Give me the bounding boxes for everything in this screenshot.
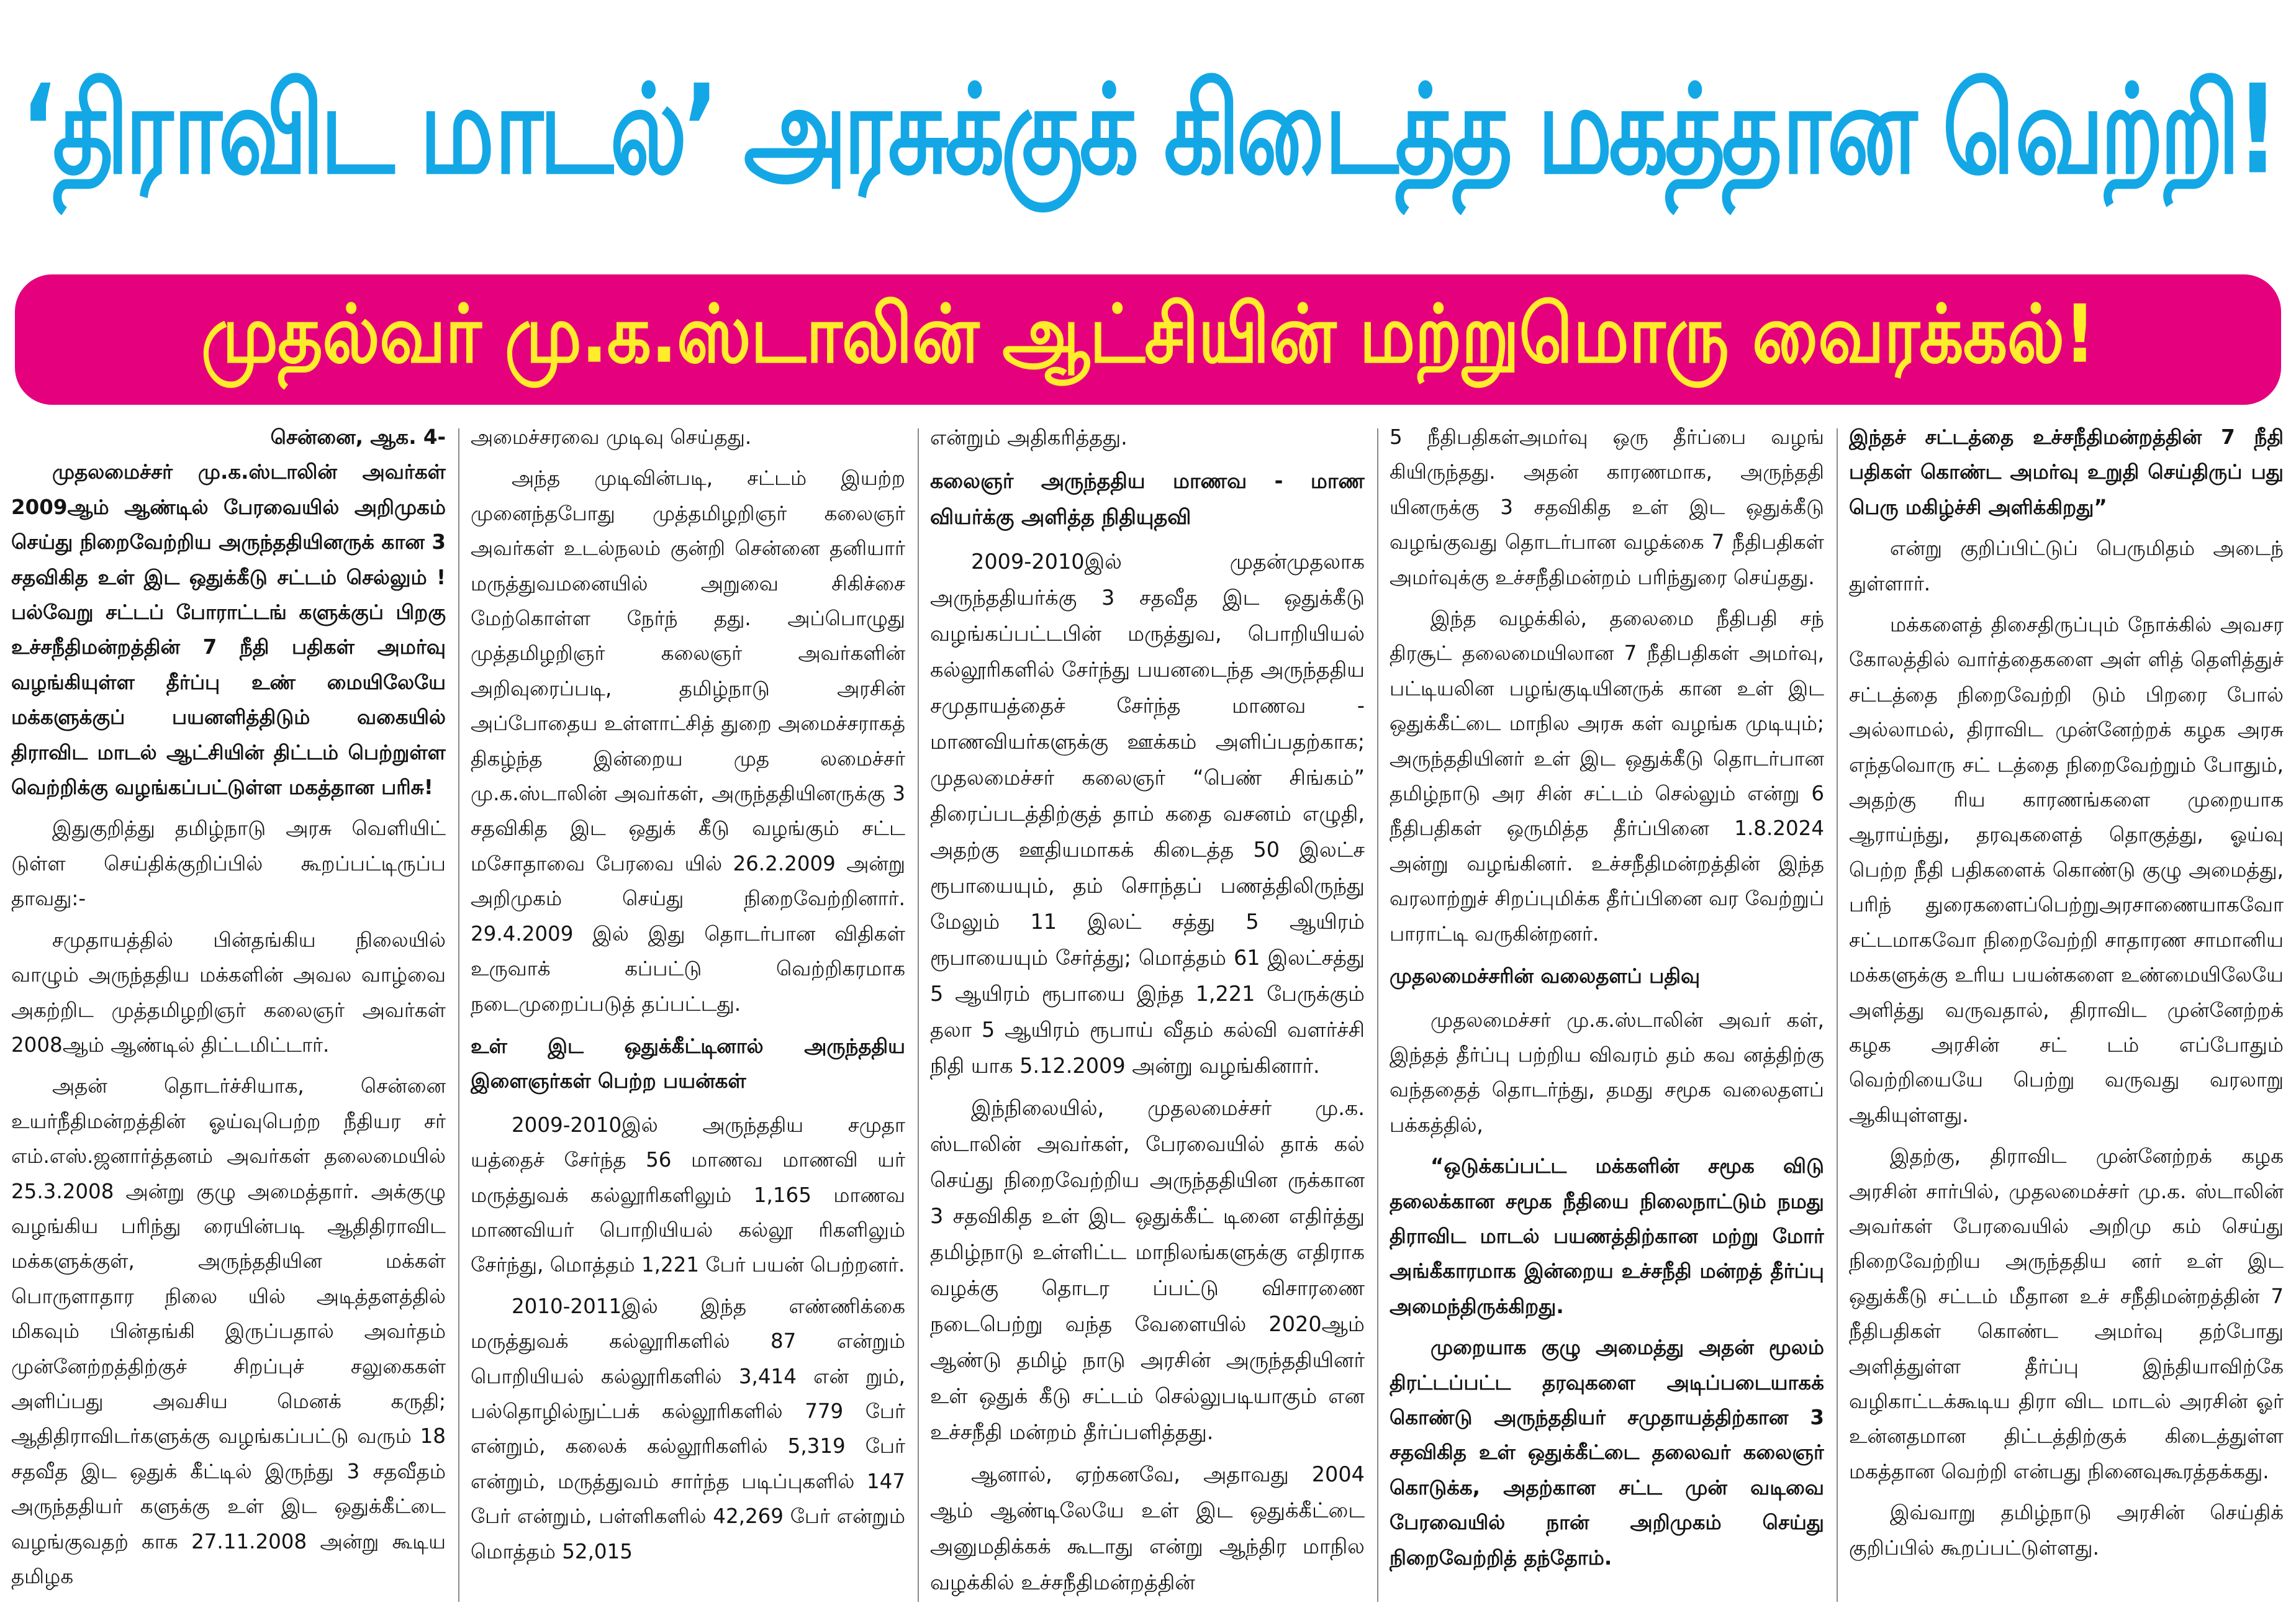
quote-paragraph: முறையாக குழு அமைத்து அதன் மூலம் திரட்டப்பட்ட தரவுகளை அடிப்படையாகக் கொண்டு அருந்ததியர் சமுதாயத்திற்கான 3 சதவிகித உள் ஒதுக்கீட்டை தலைவர் கலைஞர் கொடுக்க, அதற்கான சட்ட முன் வடிவை பேரவையில் நான் அறிமுகம் செய்து நிறைவேற்றித் தந்தோம்.: [1390, 1336, 1824, 1570]
subheadline: முதல்வர் மு.க.ஸ்டாலின் ஆட்சியின் மற்றுமொரு வைரக்கல்!: [201, 287, 2095, 381]
section-subheading: உள் இட ஒதுக்கீட்டினால் அருந்ததிய இளைஞர்கள் பெற்ற பயன்கள்: [471, 1034, 905, 1093]
article-paragraph: அந்த முடிவின்படி, சட்டம் இயற்ற முனைந்தபோது முத்தமிழறிஞர் கலைஞர் அவர்கள் உடல்நலம் குன்றி சென்னை தனியார் மருத்துவமனையில் அறுவை சிகிச்சை மேற்கொள்ள நேர்ந் தது. அப்பொழுது முத்தமிழறிஞர் கலைஞர் அவர்களின் அறிவுரைப்படி, தமிழ்நாடு அரசின் அப்போதைய உள்ளாட்சித் துறை அமைச்சராகத் திகழ்ந்த இன்றைய முத லமைச்சர் மு.க.ஸ்டாலின் அவர்கள், அருந்ததியினருக்கு 3 சதவிகித இட ஒதுக் கீடு வழங்கும் சட்ட மசோதாவை பேரவை யில் 26.2.2009 அன்று அறிமுகம் செய்து நிறைவேற்றினார். 29.4.2009 இல் இது தொடர்பான விதிகள் உருவாக் கப்பட்டு வெற்றிகரமாக நடைமுறைப்படுத் தப்பட்டது.: [471, 466, 905, 1016]
article-paragraph: இந்நிலையில், முதலமைச்சர் மு.க. ஸ்டாலின் அவர்கள், பேரவையில் தாக் கல் செய்து நிறைவேற்றிய அருந்ததியின ருக்கான 3 சதவிகித உள் இட ஒதுக்கீட் டினை எதிர்த்து தமிழ்நாடு உள்ளிட்ட மாநிலங்களுக்கு எதிராக வழக்கு தொடர ப்பட்டு விசாரணை நடைபெற்று வந்த வேளையில் 2020ஆம் ஆண்டு தமிழ் நாடு அரசின் அருந்ததியினர் உள் ஒதுக் கீடு சட்டம் செல்லுபடியாகும் என உச்சநீதி மன்றம் தீர்ப்பளித்தது.: [930, 1096, 1365, 1444]
article-column-5: [1849, 420, 2284, 1618]
article-paragraph: சமுதாயத்தில் பின்தங்கிய நிலையில் வாழும் அருந்ததிய மக்களின் அவல வாழ்வை அகற்றிட முத்தமிழறிஞர் கலைஞர் அவர்கள் 2008ஆம் ஆண்டில் திட்டமிட்டார்.: [11, 928, 446, 1057]
article-paragraph: இதற்கு, திராவிட முன்னேற்றக் கழக அரசின் சார்பில், முதலமைச்சர் மு.க. ஸ்டாலின் அவர்கள் பேரவையில் அறிமு கம் செய்து நிறைவேற்றிய அருந்ததிய னர் உள் இட ஒதுக்கீடு சட்டம் மீதான உச் சநீதிமன்றத்தின் 7 நீதிபதிகள் கொண்ட அமர்வு தற்போது அளித்துள்ள தீர்ப்பு இந்தியாவிற்கே வழிகாட்டக்கூடிய திரா விட மாடல் அரசின் ஓர் உன்னதமான திட்டத்திற்குக் கிடைத்துள்ள மகத்தான வெற்றி என்பது நினைவுகூரத்தக்கது.: [1849, 1144, 2284, 1483]
article-paragraph: 2009-2010இல் அருந்ததிய சமுதா யத்தைச் சேர்ந்த 56 மாணவ மாணவி யர் மருத்துவக் கல்லூரிகளிலும் 1,165 மாணவ மாணவியர் பொறியியல் கல்லூ ரிகளிலும் சேர்ந்து, மொத்தம் 1,221 பேர் பயன் பெற்றனர்.: [471, 1113, 905, 1277]
section-subheading: முதலமைச்சரின் வலைதளப் பதிவு: [1390, 964, 1701, 988]
article-paragraph: முதலமைச்சர் மு.க.ஸ்டாலின் அவர் கள், இந்தத் தீர்ப்பு பற்றிய விவரம் தம் கவ னத்திற்கு வந்ததைத் தொடர்ந்து, தமது சமூக வலைதளப் பக்கத்தில்,: [1390, 1008, 1824, 1137]
article-paragraph: ஆனால், ஏற்கனவே, அதாவது 2004 ஆம் ஆண்டிலேயே உள் இட ஒதுக்கீட்டை அனுமதிக்கக் கூடாது என்று ஆந்திர மாநில வழக்கில் உச்சநீதிமன்றத்தின்: [930, 1462, 1365, 1594]
dateline: சென்னை, ஆக. 4-: [270, 425, 446, 449]
article-paragraph: இதுகுறித்து தமிழ்நாடு அரசு வெளியிட் டுள்ள செய்திக்குறிப்பில் கூறப்பட்டிருப்ப தாவது:-: [11, 816, 446, 911]
headline: ‘திராவிட மாடல்’ அரசுக்குக் கிடைத்த மகத்தான வெற்றி!: [20, 59, 2276, 202]
lead-paragraph: முதலமைச்சர் மு.க.ஸ்டாலின் அவர்கள் 2009ஆம் ஆண்டில் பேரவையில் அறிமுகம் செய்து நிறைவேற்றிய அருந்ததியினருக் கான 3 சதவிகித உள் இட ஒதுக்கீடு சட்டம் செல்லும் ! பல்வேறு சட்டப் போராட்டங் களுக்குப் பிறகு உச்சநீதிமன்றத்தின் 7 நீதி பதிகள் அமர்வு வழங்கியுள்ள தீர்ப்பு உண் மையிலேயே மக்களுக்குப் பயனளித்திடும் வகையில் திராவிட மாடல் ஆட்சியின் திட்டம் பெற்றுள்ள வெற்றிக்கு வழங்கப்பட்டுள்ள மகத்தான பரிசு!: [11, 460, 446, 800]
article-column-2: [471, 420, 905, 1618]
article-paragraph: 5 நீதிபதிகள்அமர்வு ஒரு தீர்ப்பை வழங் கியிருந்தது. அதன் காரணமாக, அருந்ததி யினருக்கு 3 சதவிகித உள் இட ஒதுக்கீடு வழங்குவது தொடர்பான வழக்கை 7 நீதிபதிகள் அமர்வுக்கு உச்சநீதிமன்றம் பரிந்துரை செய்தது.: [1390, 425, 1824, 589]
article-column-4: [1390, 420, 1824, 1618]
article-paragraph: அதன் தொடர்ச்சியாக, சென்னை உயர்நீதிமன்றத்தின் ஓய்வுபெற்ற நீதியர சர் எம்.எஸ்.ஜனார்த்தனம் அவர்கள் தலைமையில் 25.3.2008 அன்று குழு அமைத்தார். அக்குழு வழங்கிய பரிந்து ரையின்படி ஆதிதிராவிட மக்களுக்குள், அருந்ததியின மக்கள் பொருளாதார நிலை யில் அடித்தளத்தில் மிகவும் பின்தங்கி இருப்பதால் அவர்தம் முன்னேற்றத்திற்குச் சிறப்புச் சலுகைகள் அளிப்பது அவசிய மெனக் கருதி; ஆதிதிராவிடர்களுக்கு வழங்கப்பட்டு வரும் 18 சதவீத இட ஒதுக் கீட்டில் இருந்து 3 சதவீதம் அருந்ததியர் களுக்கு உள் இட ஒதுக்கீட்டை வழங்குவதற் காக 27.11.2008 அன்று கூடிய தமிழக: [11, 1074, 446, 1588]
article-paragraph: இந்த வழக்கில், தலைமை நீதிபதி சந் திரசூட் தலைமையிலான 7 நீதிபதிகள் அமர்வு, பட்டியலின பழங்குடியினருக் கான உள் இட ஒதுக்கீட்டை மாநில அரசு கள் வழங்க முடியும்; அருந்ததியினர் உள் இட ஒதுக்கீடு தொடர்பான தமிழ்நாடு அர சின் சட்டம் செல்லும் என்று 6 நீதிபதிகள் ஒருமித்த தீர்ப்பினை 1.8.2024 அன்று வழங்கினர். உச்சநீதிமன்றத்தின் இந்த வரலாற்றுச் சிறப்புமிக்க தீர்ப்பினை வர வேற்றுப் பாராட்டி வருகின்றனர்.: [1390, 607, 1824, 946]
article-body: [0, 420, 2296, 1618]
article-paragraph: என்று குறிப்பிட்டுப் பெருமிதம் அடைந் துள்ளார்.: [1849, 536, 2284, 595]
section-subheading: கலைஞர் அருந்ததிய மாணவ - மாண வியர்க்கு அளித்த நிதியுதவி: [930, 469, 1365, 529]
article-column-3: [930, 420, 1365, 1618]
article-paragraph: என்றும் அதிகரித்தது.: [930, 425, 1128, 450]
subheadline-banner: [15, 274, 2281, 405]
article-paragraph: 2010-2011இல் இந்த எண்ணிக்கை மருத்துவக் கல்லூரிகளில் 87 என்றும் பொறியியல் கல்லூரிகளில் 3,414 என் றும், பல்தொழில்நுட்பக் கல்லூரிகளில் 779 பேர் என்றும், கலைக் கல்லூரிகளில் 5,319 பேர் என்றும், மருத்துவம் சார்ந்த படிப்புகளில் 147 பேர் என்றும், பள்ளிகளில் 42,269 பேர் என்றும் மொத்தம் 52,015: [471, 1294, 905, 1563]
article-column-1: [11, 420, 446, 1618]
article-paragraph: இவ்வாறு தமிழ்நாடு அரசின் செய்திக் குறிப்பில் கூறப்பட்டுள்ளது.: [1849, 1501, 2284, 1560]
article-paragraph: அமைச்சரவை முடிவு செய்தது.: [471, 425, 752, 449]
article-paragraph: 2009-2010இல் முதன்முதலாக அருந்ததியர்க்கு 3 சதவீத இட ஒதுக்கீடு வழங்கப்பட்டபின் மருத்துவ, பொறியியல் கல்லூரிகளில் சேர்ந்து பயனடைந்த அருந்ததிய சமுதாயத்தைச் சேர்ந்த மாணவ - மாணவியர்களுக்கு ஊக்கம் அளிப்பதற்காக; முதலமைச்சர் கலைஞர் “பெண் சிங்கம்” திரைப்படத்திற்குத் தாம் கதை வசனம் எழுதி, அதற்கு ஊதியமாகக் கிடைத்த 50 இலட்ச ரூபாயையும், தம் சொந்தப் பணத்திலிருந்து மேலும் 11 இலட் சத்து 5 ஆயிரம் ரூபாயையும் சேர்த்து; மொத்தம் 61 இலட்சத்து 5 ஆயிரம் ரூபாயை இந்த 1,221 பேருக்கும் தலா 5 ஆயிரம் ரூபாய் வீதம் கல்வி வளர்ச்சி நிதி யாக 5.12.2009 அன்று வழங்கினார்.: [930, 549, 1365, 1078]
quote-paragraph: “ஒடுக்கப்பட்ட மக்களின் சமூக விடு தலைக்கான சமூக நீதியை நிலைநாட்டும் நமது திராவிட மாடல் பயணத்திற்கான மற்று மோர் அங்கீகாரமாக இன்றைய உச்சநீதி மன்றத் தீர்ப்பு அமைந்திருக்கிறது.: [1390, 1154, 1824, 1318]
article-paragraph: மக்களைத் திசைதிருப்பும் நோக்கில் அவசர கோலத்தில் வார்த்தைகளை அள் ளித் தெளித்துச் சட்டத்தை நிறைவேற்றி டும் பிறரை போல் அல்லாமல், திராவிட முன்னேற்றக் கழக அரசு எந்தவொரு சட் டத்தை நிறைவேற்றும் போதும், அதற்கு ரிய காரணங்களை முறையாக ஆராய்ந்து, தரவுகளைத் தொகுத்து, ஓய்வு பெற்ற நீதி பதிகளைக் கொண்டு குழு அமைத்து, பரிந் துரைகளைப்பெற்றுஅரசாணையாகவோ சட்டமாகவோ நிறைவேற்றி சாதாரண சாமானிய மக்களுக்கு உரிய பயன்களை உண்மையிலேயே அளித்து வருவதால், திராவிட முன்னேற்றக் கழக அரசின் சட் டம் எப்போதும் வெற்றியையே பெற்று வருவது வரலாறு ஆகியுள்ளது.: [1849, 613, 2284, 1127]
quote-paragraph: இந்தச் சட்டத்தை உச்சநீதிமன்றத்தின் 7 நீதி பதிகள் கொண்ட அமர்வு உறுதி செய்திருப் பது பெரு மகிழ்ச்சி அளிக்கிறது”: [1849, 425, 2284, 519]
